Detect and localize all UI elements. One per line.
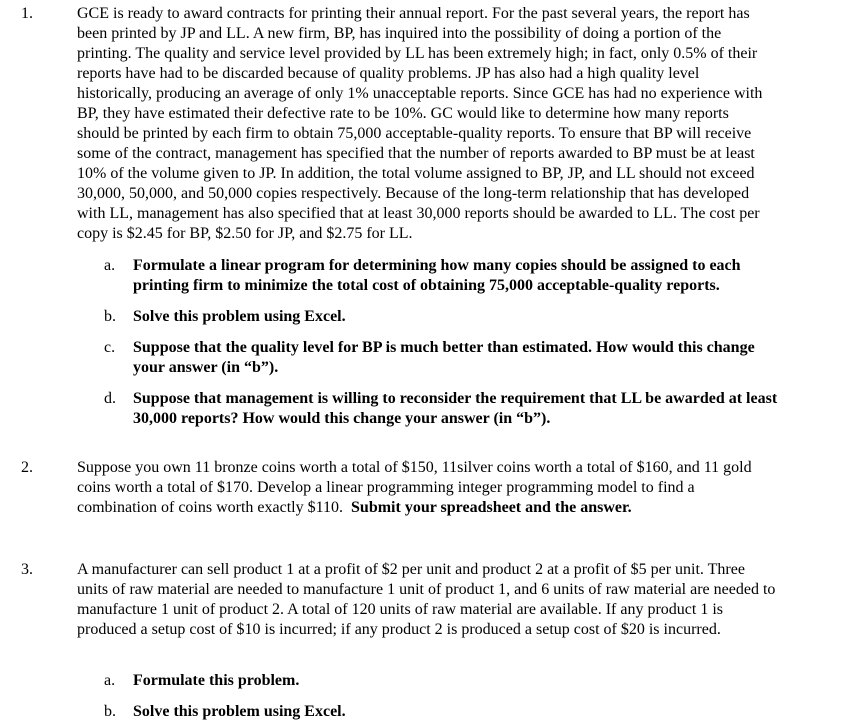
part-letter: b. <box>104 703 116 720</box>
part-text <box>133 671 849 691</box>
part-letter: a. <box>104 257 116 274</box>
problem-text <box>77 4 847 244</box>
part-text <box>133 307 849 327</box>
text-line: coins worth a total of $170. Develop a linear programming integer programming model to find a <box>77 479 695 496</box>
text-line: your answer (in “b”). <box>133 359 279 376</box>
text-line: reports have had to be discarded because of quality problems. JP has also had a high quality level <box>77 65 700 82</box>
text-line <box>77 498 847 518</box>
text-line: Formulate a linear program for determining how many copies should be assigned to each <box>133 257 741 274</box>
text-line: manufacture 1 unit of product 2. A total of 120 units of raw material are available. If any product 1 is <box>77 601 724 618</box>
problem-number: 3. <box>21 561 33 578</box>
text-line: Formulate this problem. <box>133 672 300 689</box>
text-line: with LL, management has also specified that at least 30,000 reports should be awarded to LL. The cost per <box>77 205 760 222</box>
text-line: been printed by JP and LL. A new firm, BP, has inquired into the possibility of doing a portion of the <box>77 25 722 42</box>
text-line: 30,000 reports? How would this change your answer (in “b”). <box>133 410 551 427</box>
part-text <box>133 702 849 722</box>
text-line: historically, producing an average of only 1% unacceptable reports. Since GCE has had no experience with <box>77 85 763 102</box>
text-emphasis: Submit your spreadsheet and the answer. <box>351 499 632 516</box>
text-line: printing firm to minimize the total cost of obtaining 75,000 acceptable-quality reports. <box>133 277 720 294</box>
text-line: BP, they have estimated their defective rate to be 10%. GC would like to determine how many reports <box>77 105 729 122</box>
text-line: should be printed by each firm to obtain 75,000 acceptable-quality reports. To ensure that BP will receive <box>77 125 752 142</box>
part-text <box>133 256 849 296</box>
part-text <box>133 338 849 378</box>
text-line: GCE is ready to award contracts for printing their annual report. For the past several years, the report has <box>77 5 750 22</box>
text-line: A manufacturer can sell product 1 at a profit of $2 per unit and product 2 at a profit of $5 per unit. Three <box>77 561 745 578</box>
problem-text <box>77 560 847 640</box>
text-line: copy is $2.45 for BP, $2.50 for JP, and $2.75 for LL. <box>77 225 413 242</box>
problem-text <box>77 458 847 518</box>
text-plain: combination of coins worth exactly $110. <box>77 499 352 516</box>
text-line: Suppose you own 11 bronze coins worth a total of $150, 11silver coins worth a total of $160, and 11 gold <box>77 459 752 476</box>
text-line: 30,000, 50,000, and 50,000 copies respectively. Because of the long-term relationship that has developed <box>77 185 750 202</box>
text-line: Suppose that the quality level for BP is much better than estimated. How would this change <box>133 339 755 356</box>
part-letter: c. <box>104 339 116 356</box>
text-line: Solve this problem using Excel. <box>133 308 346 325</box>
text-line: 10% of the volume given to JP. In addition, the total volume assigned to BP, JP, and LL should not exceed <box>77 165 755 182</box>
text-line: printing. The quality and service level provided by LL has been extremely high; in fact, only 0.5% of their <box>77 45 758 62</box>
part-letter: b. <box>104 308 116 325</box>
problem-number: 2. <box>21 459 33 476</box>
text-line: some of the contract, management has specified that the number of reports awarded to BP must be at least <box>77 145 755 162</box>
problem-number: 1. <box>21 5 33 22</box>
text-line: produced a setup cost of $10 is incurred; if any product 2 is produced a setup cost of $20 is incurred. <box>77 621 721 638</box>
part-letter: a. <box>104 672 116 689</box>
part-letter: d. <box>104 390 116 407</box>
text-line: Solve this problem using Excel. <box>133 703 346 720</box>
part-text <box>133 389 849 429</box>
text-line: Suppose that management is willing to reconsider the requirement that LL be awarded at least <box>133 390 778 407</box>
text-line: units of raw material are needed to manufacture 1 unit of product 1, and 6 units of raw material are needed to <box>77 581 776 598</box>
